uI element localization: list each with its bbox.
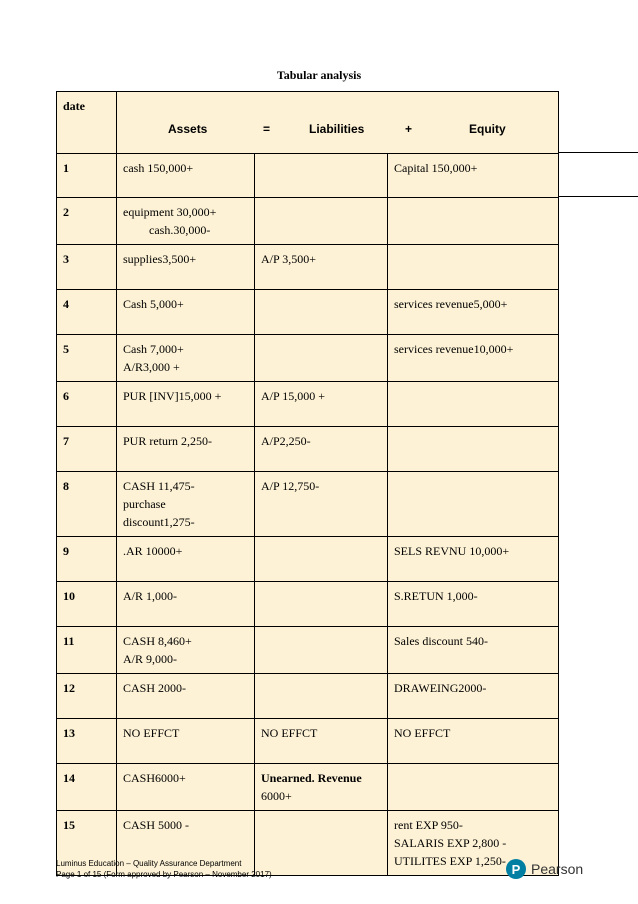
table-row (57, 537, 559, 582)
header-date: date (63, 99, 85, 113)
row-number-cell: 12 (57, 674, 117, 719)
liabilities-cell (255, 764, 388, 811)
pearson-logo-word: Pearson (531, 861, 584, 877)
liabilities-cell (255, 537, 388, 582)
assets-cell-line: CASH 11,475- (123, 479, 195, 493)
equity-cell-line: rent EXP 950- (394, 818, 463, 832)
assets-cell-line: Cash 7,000+ (123, 342, 184, 356)
row-number-cell: 10 (57, 582, 117, 627)
liabilities-cell (255, 582, 388, 627)
assets-cell-line: .AR 10000+ (123, 544, 183, 558)
equity-cell (388, 627, 559, 674)
row-number-cell: 2 (57, 198, 117, 245)
row-number-cell: 14 (57, 764, 117, 811)
assets-cell-line: A/R3,000 + (123, 360, 180, 374)
assets-cell-line: cash 150,000+ (123, 161, 194, 175)
assets-cell-line: PUR return 2,250- (123, 434, 212, 448)
table-row (57, 198, 559, 245)
assets-cell-line: equipment 30,000+ (123, 205, 217, 219)
assets-cell (117, 674, 255, 719)
table-row (57, 382, 559, 427)
assets-cell-line: supplies3,500+ (123, 252, 197, 266)
assets-cell (117, 335, 255, 382)
assets-cell (117, 627, 255, 674)
row-number-cell: 7 (57, 427, 117, 472)
table-row (57, 582, 559, 627)
equity-cell (388, 335, 559, 382)
assets-cell-line: CASH 5000 - (123, 818, 190, 832)
table-row (57, 335, 559, 382)
header-equation-cell (117, 92, 559, 154)
equity-cell (388, 427, 559, 472)
table-row (57, 764, 559, 811)
liabilities-cell (255, 627, 388, 674)
assets-cell (117, 245, 255, 290)
row-number-cell: 4 (57, 290, 117, 335)
equity-cell-line: S.RETUN 1,000- (394, 589, 478, 603)
row-number-cell: 8 (57, 472, 117, 537)
liabilities-cell (255, 382, 388, 427)
table-row (57, 245, 559, 290)
liabilities-cell-line: A/P 12,750- (261, 479, 320, 493)
tabular-analysis-table (56, 91, 559, 876)
equity-cell (388, 764, 559, 811)
equity-cell (388, 154, 559, 198)
table-body (57, 154, 559, 876)
liabilities-cell (255, 472, 388, 537)
row-number-cell: 5 (57, 335, 117, 382)
header-equals: = (263, 122, 271, 136)
header-date-cell (57, 92, 117, 154)
liabilities-cell-line: NO EFFCT (261, 726, 318, 740)
row-number-cell: 3 (57, 245, 117, 290)
liabilities-cell (255, 674, 388, 719)
table-header-row (57, 92, 559, 154)
pearson-logo-mark: P (506, 859, 526, 879)
equity-cell-line: DRAWEING2000- (394, 681, 487, 695)
table-row (57, 472, 559, 537)
equity-cell-line: SELS REVNU 10,000+ (394, 544, 510, 558)
header-equity: Equity (469, 122, 506, 136)
assets-cell (117, 537, 255, 582)
table-row (57, 627, 559, 674)
document-title: Tabular analysis (276, 68, 362, 82)
assets-cell-line: CASH 2000- (123, 681, 187, 695)
liabilities-cell (255, 811, 388, 876)
row-number-cell: 11 (57, 627, 117, 674)
assets-cell-line: cash.30,000- (149, 223, 211, 237)
liabilities-cell (255, 245, 388, 290)
assets-cell-line: A/R 9,000- (123, 652, 177, 666)
equity-cell-line: NO EFFCT (394, 726, 451, 740)
equity-cell (388, 719, 559, 764)
assets-cell-line: CASH 8,460+ (123, 634, 192, 648)
assets-cell-line: CASH6000+ (123, 771, 186, 785)
assets-cell-line: A/R 1,000- (123, 589, 177, 603)
equity-cell-line: SALARIS EXP 2,800 - (394, 836, 507, 850)
pearson-logo (506, 859, 583, 879)
assets-cell-line: NO EFFCT (123, 726, 180, 740)
table-row (57, 427, 559, 472)
equity-cell (388, 537, 559, 582)
table-row (57, 154, 559, 198)
footer (56, 858, 272, 880)
liabilities-cell (255, 719, 388, 764)
liabilities-cell-line: A/P2,250- (261, 434, 311, 448)
assets-cell (117, 764, 255, 811)
equity-cell-line: services revenue5,000+ (394, 297, 508, 311)
header-liabilities: Liabilities (309, 122, 365, 136)
assets-cell (117, 582, 255, 627)
assets-cell-line: Cash 5,000+ (123, 297, 184, 311)
row-number-cell: 13 (57, 719, 117, 764)
liabilities-cell (255, 290, 388, 335)
liabilities-cell (255, 154, 388, 198)
equity-cell (388, 382, 559, 427)
equity-cell-line: services revenue10,000+ (394, 342, 514, 356)
liabilities-cell (255, 335, 388, 382)
row-number-cell: 15 (57, 811, 117, 876)
equity-cell (388, 674, 559, 719)
assets-cell-line: purchase (123, 497, 166, 511)
row-number-cell: 1 (57, 154, 117, 198)
assets-cell (117, 154, 255, 198)
accounting-equation (117, 92, 558, 143)
row-number-cell: 6 (57, 382, 117, 427)
row-number-cell: 9 (57, 537, 117, 582)
header-plus: + (405, 122, 413, 136)
table-row (57, 290, 559, 335)
assets-cell (117, 382, 255, 427)
assets-cell (117, 472, 255, 537)
equity-cell (388, 198, 559, 245)
equity-cell-line: Sales discount 540- (394, 634, 488, 648)
assets-cell (117, 427, 255, 472)
footer-department: Luminus Education – Quality Assurance Department (56, 859, 242, 868)
equity-cell-line: UTILITES EXP 1,250- (394, 854, 506, 868)
header-assets: Assets (168, 122, 208, 136)
assets-cell-line: discount1,275- (123, 515, 195, 529)
assets-cell (117, 290, 255, 335)
table-row (57, 674, 559, 719)
equity-cell (388, 245, 559, 290)
assets-cell-line: PUR [INV]15,000 + (123, 389, 222, 403)
liabilities-cell (255, 427, 388, 472)
equity-cell (388, 472, 559, 537)
liabilities-cell-line: Unearned. Revenue (261, 771, 362, 785)
equity-cell (388, 582, 559, 627)
liabilities-cell-line: A/P 15,000 + (261, 389, 325, 403)
footer-page-info: Page 1 of 15 (Form approved by Pearson – November 2017) (56, 870, 272, 879)
liabilities-cell-line: 6000+ (261, 789, 292, 803)
liabilities-cell (255, 198, 388, 245)
equity-cell-line: Capital 150,000+ (394, 161, 478, 175)
liabilities-cell-line: A/P 3,500+ (261, 252, 316, 266)
assets-cell (117, 719, 255, 764)
assets-cell (117, 198, 255, 245)
table-row (57, 719, 559, 764)
equity-cell (388, 290, 559, 335)
